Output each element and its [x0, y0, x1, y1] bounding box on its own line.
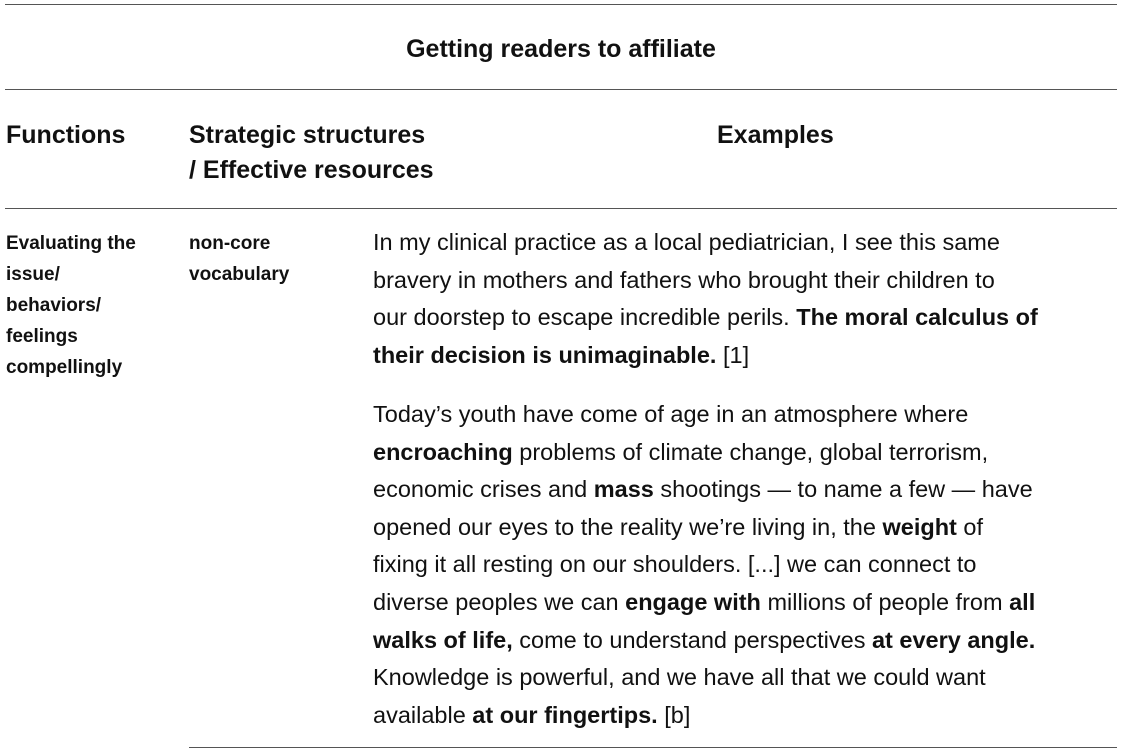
example-line: [373, 262, 1038, 300]
example-text: our doorstep to escape incredible perils.: [373, 304, 797, 331]
example-line: [373, 434, 1035, 472]
example-text: opened our eyes to the reality we’re living in, the: [373, 513, 883, 540]
example-line: [373, 299, 1038, 337]
example-text: problems of climate change, global terrorism,: [512, 438, 989, 465]
table-top-rule: [5, 4, 1117, 5]
emphasized-text: their decision is unimaginable.: [373, 341, 717, 368]
title-divider: [5, 89, 1117, 90]
function-cell: [6, 228, 136, 383]
example-text: of: [956, 513, 984, 540]
example-line: [373, 337, 1038, 375]
column-header-structures-line: / Effective resources: [189, 156, 434, 184]
example-line: [373, 659, 1035, 697]
function-cell-line: Evaluating the: [6, 233, 136, 254]
example-line: [373, 546, 1035, 584]
function-cell-line: feelings: [6, 326, 78, 347]
column-header-examples: Examples: [717, 121, 834, 149]
emphasized-text: at every angle.: [871, 626, 1036, 653]
example-text: In my clinical practice as a local pediatrician, I see this same: [373, 229, 1000, 255]
example-text: Knowledge is powerful, and we have all that we could want: [373, 664, 986, 691]
column-header-structures: [189, 118, 434, 188]
example-paragraph-1: [373, 224, 1038, 374]
example-line: [373, 224, 1038, 262]
function-cell-line: compellingly: [6, 357, 123, 378]
example-line: [373, 622, 1035, 660]
structure-cell-line: non-core: [189, 233, 271, 254]
header-divider: [5, 208, 1117, 209]
example-line: [373, 584, 1035, 622]
table-bottom-rule: [189, 747, 1117, 748]
example-text: Today’s youth have come of age in an atmosphere where: [373, 401, 969, 427]
emphasized-text: encroaching: [373, 438, 513, 465]
structure-cell-line: vocabulary: [189, 264, 290, 285]
emphasized-text: walks of life,: [373, 626, 513, 653]
emphasized-text: mass: [593, 476, 654, 503]
emphasized-text: weight: [882, 513, 957, 540]
example-text: millions of people from: [760, 588, 1010, 615]
emphasized-text: at our fingertips.: [472, 701, 658, 728]
example-text: [1]: [716, 341, 750, 368]
function-cell-line: behaviors/: [6, 295, 102, 316]
example-text: available: [373, 701, 473, 728]
example-text: bravery in mothers and fathers who brought their children to: [373, 266, 995, 293]
example-line: [373, 471, 1035, 509]
emphasized-text: all: [1009, 588, 1036, 615]
example-line: [373, 509, 1035, 547]
structure-cell: [189, 228, 289, 290]
function-cell-line: issue/: [6, 264, 60, 285]
example-text: come to understand perspectives: [512, 626, 872, 653]
example-text: fixing it all resting on our shoulders. [...] we can connect to: [373, 551, 977, 578]
example-text: [b]: [657, 701, 691, 728]
example-text: diverse peoples we can: [373, 588, 626, 615]
column-header-functions: Functions: [6, 121, 126, 149]
example-line: [373, 396, 1035, 434]
emphasized-text: engage with: [625, 588, 761, 615]
example-text: economic crises and: [373, 476, 594, 503]
column-header-structures-line: Strategic structures: [189, 121, 426, 149]
example-text: shootings — to name a few — have: [653, 476, 1033, 503]
emphasized-text: The moral calculus of: [796, 304, 1038, 331]
example-paragraph-2: [373, 396, 1035, 734]
table-title: Getting readers to affiliate: [406, 35, 716, 63]
example-line: [373, 697, 1035, 735]
